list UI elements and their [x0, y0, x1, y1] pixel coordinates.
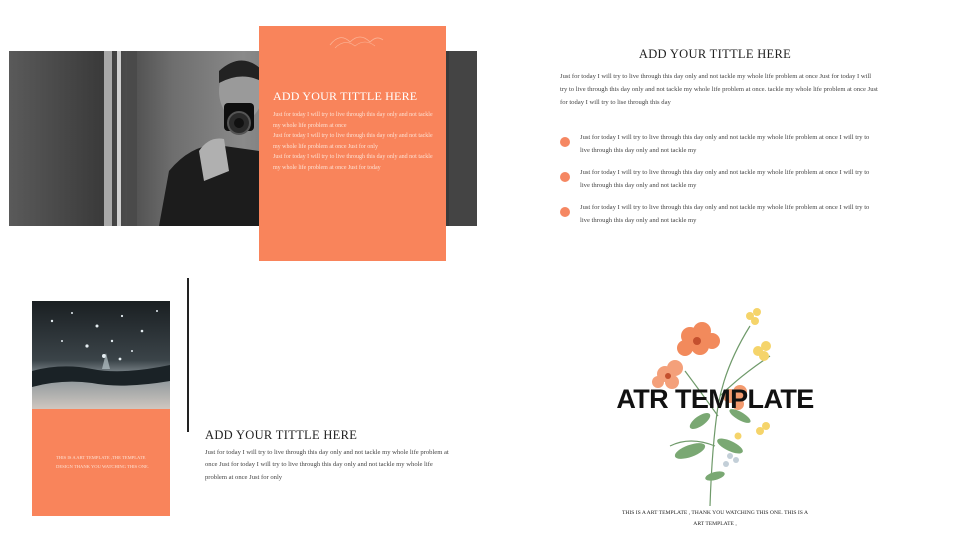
card-paragraph: Just for today I will try to live through this day only and not tackle my whole life problem at once	[273, 112, 433, 129]
bullet-dot-icon	[560, 137, 570, 147]
vertical-divider	[187, 278, 189, 432]
card-paragraph: Just for today I will try to live through this day only and not tackle my whole life problem at once Just for only	[273, 133, 433, 150]
template-title: ATR TEMPLATE	[616, 384, 814, 414]
card-title: ADD YOUR TITTLE HERE	[273, 89, 418, 103]
bullet-dot-icon	[560, 207, 570, 217]
intro-paragraph: Just for today I will try to live through this day only and not tackle my whole life problem at once Just for today I will try to live through this day only and not tackle my whole life problem at once. tackle my whole life problem at once Just for today I will try to lise through this day	[560, 73, 878, 106]
orange-caption-card	[32, 409, 170, 516]
bullet-text: Just for today I will try to live through this day only and not tackle my whole life problem at once I will try to live through this day only and not tackle my	[580, 134, 870, 154]
orange-text-card	[259, 26, 446, 261]
bullet-text: Just for today I will try to live through this day only and not tackle my whole life problem at once I will try to live through this day only and not tackle my	[580, 204, 870, 224]
section-title: ADD YOUR TITTLE HERE	[205, 428, 358, 442]
card-caption: THIS IS A ART TEMPLATE ,THE TEMPLATE DESIGN THANK YOU WATCHING THIS ONE.	[56, 455, 149, 469]
card-body	[273, 110, 438, 173]
bullet-text: Just for today I will try to live through this day only and not tackle my whole life problem at once I will try to live through this day only and not tackle my	[580, 169, 870, 189]
bullet-dot-icon	[560, 172, 570, 182]
section-title: ADD YOUR TITTLE HERE	[638, 47, 792, 61]
water-splash-photo	[32, 301, 170, 409]
floral-watermark-icon	[325, 30, 385, 50]
card-paragraph: Just for today I will try to live through this day only and not tackle my whole life problem at once Just for today	[273, 154, 433, 171]
template-caption: THIS IS A ART TEMPLATE , THANK YOU WATCHING THIS ONE. THIS IS A ART TEMPLATE ,	[621, 510, 809, 527]
body-paragraph: Just for today I will try to live through this day only and not tackle my whole life problem at once Just for today I will try to live through this day only and not tackle my whole life problem at once Just for only	[205, 449, 449, 481]
